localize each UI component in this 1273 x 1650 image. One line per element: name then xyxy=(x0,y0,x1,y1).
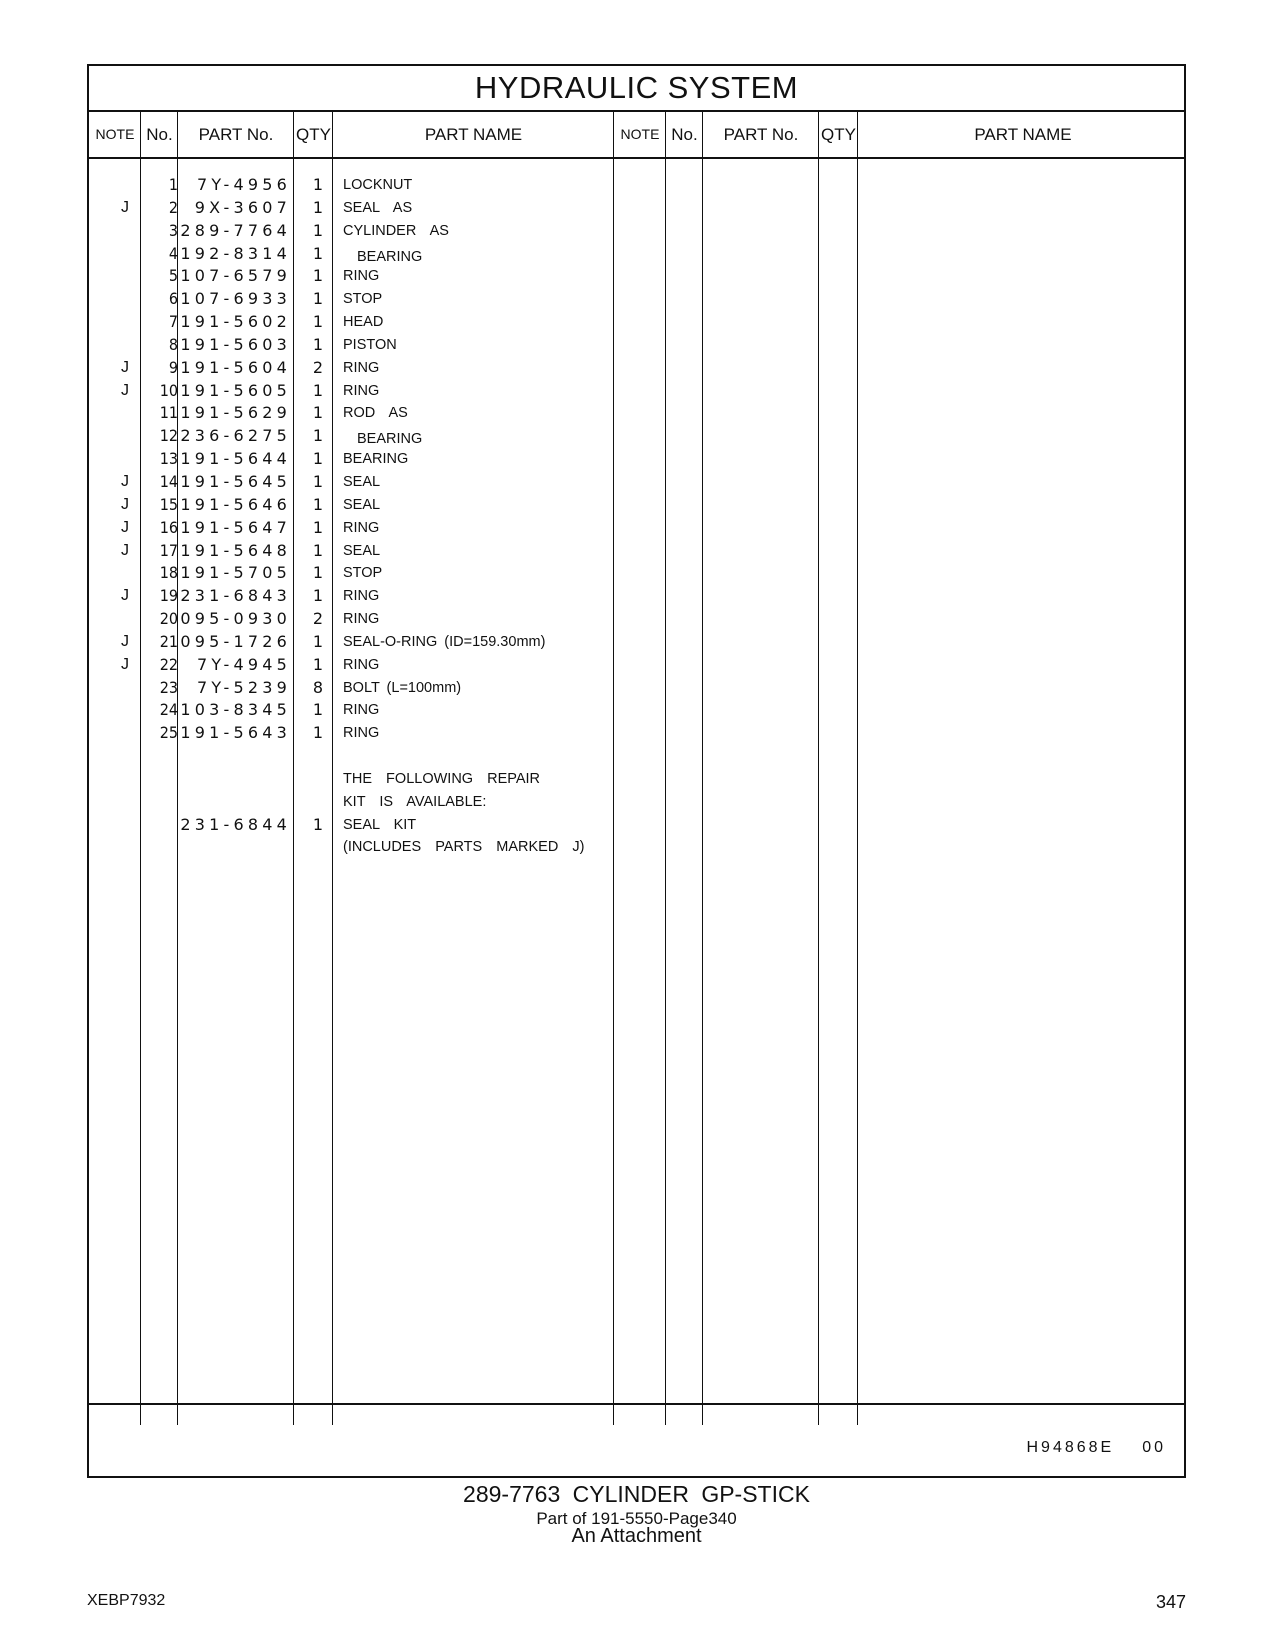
parts-list xyxy=(89,174,1184,859)
table-row xyxy=(89,174,1184,197)
row-quantity: 1 xyxy=(312,517,323,537)
row-part-number: 191-5646 xyxy=(180,494,291,514)
row-number: 11 xyxy=(159,403,178,423)
row-note: J xyxy=(121,381,129,399)
row-note: J xyxy=(121,358,129,376)
row-part-number: 236-6275 xyxy=(180,426,291,446)
table-row xyxy=(89,654,1184,677)
table-row xyxy=(89,288,1184,311)
table-row xyxy=(89,677,1184,700)
row-part-name: RING xyxy=(343,656,380,673)
row-part-number: 191-5648 xyxy=(180,540,291,560)
row-number: 4 xyxy=(168,243,178,263)
row-quantity: 1 xyxy=(312,266,323,286)
table-row xyxy=(89,745,1184,768)
row-number: 6 xyxy=(168,289,178,309)
table-row xyxy=(89,243,1184,266)
table-row xyxy=(89,402,1184,425)
row-number: 10 xyxy=(159,380,178,400)
row-part-number: 191-5705 xyxy=(180,563,291,583)
row-number: 23 xyxy=(159,677,178,697)
table-row xyxy=(89,425,1184,448)
table-row xyxy=(89,722,1184,745)
row-note: J xyxy=(121,495,129,513)
row-part-name: RING xyxy=(343,588,380,605)
row-quantity: 1 xyxy=(312,289,323,309)
row-quantity: 1 xyxy=(312,334,323,354)
row-part-name: KIT IS AVAILABLE: xyxy=(343,793,487,810)
row-number: 12 xyxy=(159,426,178,446)
row-number: 24 xyxy=(159,700,178,720)
row-part-name: SEAL xyxy=(343,496,381,513)
page-number: 347 xyxy=(1155,1592,1186,1612)
table-row xyxy=(89,197,1184,220)
table-row xyxy=(89,265,1184,288)
row-part-name: STOP xyxy=(343,565,383,582)
row-quantity: 1 xyxy=(312,312,323,332)
row-number: 25 xyxy=(159,723,178,743)
row-note: J xyxy=(121,655,129,673)
row-number: 15 xyxy=(159,494,178,514)
row-part-number: 192-8314 xyxy=(180,243,291,263)
row-note: J xyxy=(121,198,129,216)
row-part-name: SEAL xyxy=(343,542,381,559)
row-part-name: CYLINDER AS xyxy=(343,222,449,239)
row-part-number: 7Y-5239 xyxy=(197,677,291,697)
row-part-name: BOLT (L=100mm) xyxy=(343,679,462,696)
row-part-name: SEAL xyxy=(343,473,381,490)
table-row xyxy=(89,791,1184,814)
row-part-number: 107-6933 xyxy=(180,289,291,309)
row-part-name: BEARING xyxy=(343,451,409,468)
row-note: J xyxy=(121,472,129,490)
row-part-name: SEAL KIT xyxy=(343,816,417,833)
row-part-number: 191-5647 xyxy=(180,517,291,537)
row-quantity: 1 xyxy=(312,631,323,651)
table-bottom-rule xyxy=(89,1403,1184,1405)
row-number: 16 xyxy=(159,517,178,537)
row-quantity: 8 xyxy=(312,677,323,697)
document-id: XEBP7932 xyxy=(87,1592,166,1609)
table-row xyxy=(89,631,1184,654)
row-part-number: 095-1726 xyxy=(180,631,291,651)
row-quantity: 1 xyxy=(312,540,323,560)
illustration-code xyxy=(1026,1439,1166,1457)
table-row xyxy=(89,540,1184,563)
table-row xyxy=(89,448,1184,471)
row-number: 14 xyxy=(159,471,178,491)
row-part-number: 191-5604 xyxy=(180,357,291,377)
row-part-name: SEAL AS xyxy=(343,199,413,216)
row-quantity: 1 xyxy=(312,426,323,446)
table-row xyxy=(89,608,1184,631)
row-note: J xyxy=(121,541,129,559)
column-header-row xyxy=(89,112,1184,159)
row-part-number: 191-5605 xyxy=(180,380,291,400)
row-quantity: 1 xyxy=(312,654,323,674)
row-part-number: 231-6843 xyxy=(180,586,291,606)
header-no-left: No. xyxy=(146,125,173,144)
row-part-number: 9X-3607 xyxy=(194,197,291,217)
row-quantity: 1 xyxy=(312,494,323,514)
row-part-name: RING xyxy=(343,702,380,719)
row-part-number: 289-7764 xyxy=(180,220,291,240)
caption-part-of: Part of 191-5550-Page340 xyxy=(536,1509,737,1528)
row-quantity: 1 xyxy=(312,449,323,469)
row-quantity: 1 xyxy=(312,243,323,263)
row-quantity: 1 xyxy=(312,700,323,720)
table-row xyxy=(89,311,1184,334)
table-row xyxy=(89,334,1184,357)
row-part-name: RING xyxy=(343,268,380,285)
row-part-name: PISTON xyxy=(343,336,397,353)
row-part-number: 7Y-4956 xyxy=(197,175,291,194)
row-part-number: 191-5602 xyxy=(180,312,291,332)
header-no-right: No. xyxy=(671,125,698,144)
row-number: 19 xyxy=(159,586,178,606)
row-part-number: 191-5644 xyxy=(180,449,291,469)
row-part-name: RING xyxy=(343,382,380,399)
row-part-name: RING xyxy=(343,725,380,742)
row-part-number: 7Y-4945 xyxy=(197,654,291,674)
row-number: 13 xyxy=(159,449,178,469)
header-part-name-right: PART NAME xyxy=(974,125,1072,144)
row-note: J xyxy=(121,587,129,605)
table-row xyxy=(89,768,1184,791)
row-quantity: 1 xyxy=(312,197,323,217)
header-qty-right: QTY xyxy=(821,125,856,144)
row-number: 21 xyxy=(159,631,178,651)
row-quantity: 2 xyxy=(312,609,323,629)
row-quantity: 2 xyxy=(312,357,323,377)
row-quantity: 1 xyxy=(312,220,323,240)
row-part-name: (INCLUDES PARTS MARKED J) xyxy=(343,839,585,856)
caption-attachment: An Attachment xyxy=(571,1525,702,1547)
row-part-name: RING xyxy=(343,359,380,376)
row-note: J xyxy=(121,518,129,536)
row-part-name: SEAL-O-RING (ID=159.30mm) xyxy=(343,633,546,650)
table-row xyxy=(89,699,1184,722)
row-quantity: 1 xyxy=(312,403,323,423)
row-quantity: 1 xyxy=(312,814,323,834)
row-note: J xyxy=(121,632,129,650)
table-row xyxy=(89,357,1184,380)
header-part-no-left: PART No. xyxy=(198,125,274,144)
row-part-name: RING xyxy=(343,611,380,628)
header-note-left: NOTE xyxy=(95,126,135,142)
row-quantity: 1 xyxy=(312,471,323,491)
header-note-right: NOTE xyxy=(620,126,660,142)
row-part-name: ROD AS xyxy=(343,405,408,422)
parts-table-frame xyxy=(87,64,1186,1478)
row-number: 5 xyxy=(168,266,178,286)
row-part-number: 107-6579 xyxy=(180,266,291,286)
row-number: 7 xyxy=(168,312,178,332)
row-quantity: 1 xyxy=(312,380,323,400)
row-part-number: 103-8345 xyxy=(180,700,291,720)
row-number: 8 xyxy=(168,334,178,354)
row-part-number: 231-6844 xyxy=(180,814,291,834)
section-title: HYDRAULIC SYSTEM xyxy=(89,66,1184,112)
table-row xyxy=(89,585,1184,608)
row-part-name: BEARING xyxy=(357,248,423,265)
table-row xyxy=(89,471,1184,494)
table-row xyxy=(89,517,1184,540)
table-row xyxy=(89,380,1184,403)
row-number: 18 xyxy=(159,563,178,583)
caption-group-title: 289-7763 CYLINDER GP-STICK xyxy=(463,1481,810,1507)
row-part-number: 191-5645 xyxy=(180,471,291,491)
row-number: 1 xyxy=(168,175,178,194)
row-quantity: 1 xyxy=(312,175,323,194)
row-quantity: 1 xyxy=(312,723,323,743)
header-qty-left: QTY xyxy=(296,125,331,144)
table-row xyxy=(89,814,1184,837)
row-number: 9 xyxy=(168,357,178,377)
row-part-name: RING xyxy=(343,519,380,536)
row-part-number: 191-5643 xyxy=(180,723,291,743)
header-part-no-right: PART No. xyxy=(723,125,799,144)
row-part-number: 191-5603 xyxy=(180,334,291,354)
row-part-name: THE FOLLOWING REPAIR xyxy=(343,770,541,787)
row-part-name: LOCKNUT xyxy=(343,177,413,193)
row-number: 20 xyxy=(159,609,178,629)
row-part-name: BEARING xyxy=(357,431,423,448)
row-quantity: 1 xyxy=(312,563,323,583)
illustration-code-value: H94868E xyxy=(1026,1439,1115,1456)
row-number: 22 xyxy=(159,654,178,674)
row-part-name: STOP xyxy=(343,291,383,308)
table-row xyxy=(89,494,1184,517)
row-part-name: HEAD xyxy=(343,314,384,331)
row-quantity: 1 xyxy=(312,586,323,606)
table-row xyxy=(89,562,1184,585)
row-number: 17 xyxy=(159,540,178,560)
row-part-number: 191-5629 xyxy=(180,403,291,423)
row-number: 3 xyxy=(168,220,178,240)
table-row xyxy=(89,220,1184,243)
header-part-name-left: PART NAME xyxy=(424,125,523,144)
table-row xyxy=(89,836,1184,859)
row-number: 2 xyxy=(168,197,178,217)
row-part-number: 095-0930 xyxy=(180,609,291,629)
revision-number: 00 xyxy=(1142,1439,1166,1456)
